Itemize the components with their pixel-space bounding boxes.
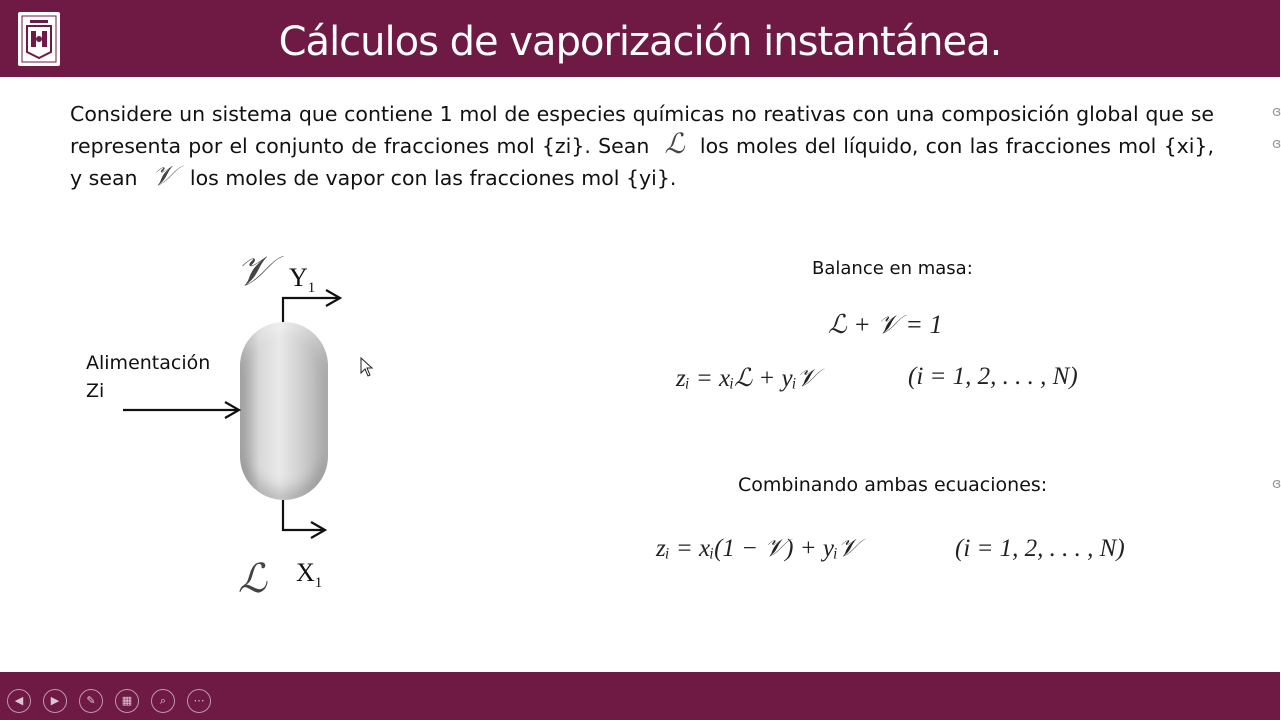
- liquid-label-letter: X: [296, 558, 315, 587]
- intro-text-3: los moles de vapor con las fracciones mol {yi}.: [189, 166, 677, 190]
- liquid-composition-label: [296, 558, 322, 592]
- total-balance-equation: ℒ + 𝒱 = 1: [828, 310, 943, 339]
- next-icon[interactable]: ▶: [43, 689, 67, 713]
- combine-heading: Combinando ambas ecuaciones:: [738, 474, 1048, 496]
- slides-grid-icon[interactable]: ▦: [115, 689, 139, 713]
- more-icon[interactable]: ⋯: [187, 689, 211, 713]
- previous-icon[interactable]: ◀: [7, 689, 31, 713]
- intro-text-2: los moles del líquido, con las fracciones mol {xi}, y sean: [70, 134, 1214, 190]
- combined-equation-range: (i = 1, 2, . . . , N): [955, 535, 1125, 562]
- vapor-symbol: 𝒱: [236, 246, 271, 295]
- vapor-moles-symbol: 𝒱: [152, 159, 176, 192]
- liquid-symbol: ℒ: [238, 556, 267, 602]
- component-balance-equation: zᵢ = xᵢℒ + yᵢ𝒱: [676, 365, 818, 392]
- balance-heading: Balance en masa:: [812, 258, 973, 279]
- vapor-label-subscript: 1: [307, 280, 316, 297]
- mouse-pointer-icon: [360, 357, 374, 377]
- vapor-outlet-arrow: [283, 298, 338, 322]
- feed-composition-label: Zi: [86, 380, 105, 402]
- zoom-icon[interactable]: ⌕: [151, 689, 175, 713]
- liquid-label-subscript: 1: [314, 575, 323, 592]
- feed-label: Alimentación: [86, 352, 211, 374]
- intro-text-1: Considere un sistema que contiene 1 mol de especies químicas no reativas con una composición global que se representa por el conjunto de fracciones mol {zi}. Sean: [70, 102, 1214, 158]
- component-balance-range: (i = 1, 2, . . . , N): [908, 363, 1078, 390]
- edge-fragment: ɞ: [1272, 104, 1281, 120]
- combined-equation: zᵢ = xᵢ(1 − 𝒱) + yᵢ𝒱: [656, 535, 859, 562]
- liquid-moles-symbol: ℒ: [664, 127, 685, 160]
- vapor-label-letter: Y: [289, 263, 308, 292]
- edge-fragment: ɞ: [1272, 476, 1281, 492]
- edge-fragment: ɞ: [1272, 136, 1281, 152]
- pen-icon[interactable]: ✎: [79, 689, 103, 713]
- slide-title: Cálculos de vaporización instantánea.: [278, 19, 1002, 65]
